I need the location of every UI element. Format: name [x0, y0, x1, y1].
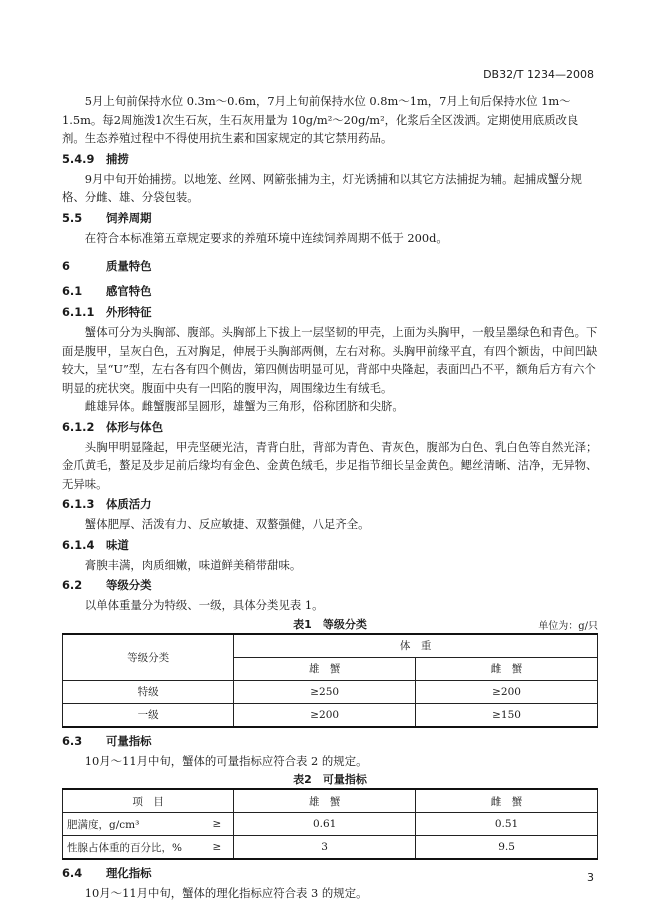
heading-6-1-2: 6.1.2 体形与体色: [62, 419, 163, 434]
table1-cell-male: ≥200: [234, 703, 416, 727]
table-row: [63, 813, 598, 836]
document-body: [62, 92, 598, 903]
table2-cell-item: 肥满度，g/cm³: [63, 813, 201, 836]
table-row: [63, 703, 598, 727]
paragraph-grade: 以单体重量分为特级、一级，具体分类见表 1。: [84, 598, 324, 612]
paragraph-taste: 膏腴丰满，肉质细嫩，味道鲜美稍带甜味。: [84, 557, 302, 572]
heading-5-5: 5.5 饲养周期: [62, 210, 152, 225]
table-measurable-indicators: [62, 788, 598, 860]
table2-header-male: 雄 蟹: [234, 789, 416, 813]
paragraph-harvest: 9月中旬开始捕捞。以地笼、丝网、网簖张捕为主，灯光诱捕和以其它方法捕捉为辅。起捕成蟹分规格、分雌、雄、分袋包装。: [62, 171, 582, 204]
paragraph-cycle: 在符合本标准第五章规定要求的养殖环境中连续饲养周期不低于 200d。: [84, 230, 448, 245]
table1-caption-row: [62, 615, 598, 633]
table1-header-male: 雄 蟹: [234, 657, 416, 680]
table2-caption-row: [62, 770, 598, 788]
table2-header-item: 项 目: [63, 789, 234, 813]
heading-6-4: 6.4 理化指标: [62, 866, 152, 880]
table2-cell-op: ≥: [201, 813, 234, 836]
table1-caption: 表1 等级分类: [293, 617, 367, 631]
table2-cell-female: 0.51: [416, 813, 598, 836]
table2-header-female: 雌 蟹: [416, 789, 598, 813]
table1-cell-female: ≥200: [416, 680, 598, 703]
heading-6-1-1: 6.1.1 外形特征: [62, 305, 152, 319]
paragraph-measurable: 10月～11月中旬，蟹体的可量指标应符合表 2 的规定。: [84, 753, 368, 768]
table1-header-weight: 体 重: [234, 634, 598, 658]
table2-caption: 表2 可量指标: [293, 773, 367, 786]
table2-cell-female: 9.5: [416, 836, 598, 860]
table1-cell-grade: 特级: [63, 680, 234, 703]
heading-6-1: 6.1 感官特色: [62, 284, 152, 298]
table2-cell-item: 性腺占体重的百分比，%: [63, 836, 201, 860]
table2-cell-male: 3: [234, 836, 416, 860]
paragraph-vitality: 蟹体肥厚、活泼有力、反应敏捷、双螯强健，八足齐全。: [84, 517, 370, 531]
table-grade-classification: [62, 633, 598, 728]
table1-header-category: 等级分类: [63, 634, 234, 681]
table1-cell-grade: 一级: [63, 703, 234, 727]
heading-5-4-9: 5.4.9 捕捞: [62, 151, 129, 166]
table1-unit: 单位为：g/只: [538, 620, 598, 632]
table2-cell-op: ≥: [201, 836, 234, 860]
table1-cell-female: ≥150: [416, 703, 598, 727]
table1-cell-male: ≥250: [234, 680, 416, 703]
heading-6: 6 质量特色: [62, 259, 152, 273]
paragraph-body-color: 头胸甲明显隆起，甲壳坚硬光洁，青背白肚，背部为青色、青灰色，腹部为白色、乳白色等自然光泽；金爪黄毛，螯足及步足前后缘均有金色、金黄色绒毛，步足指节细长呈金黄色。鳃丝清晰、洁净，无异物、无异味。: [62, 439, 598, 491]
page-number: 3: [587, 871, 594, 884]
paragraph-water-level: 5月上旬前保持水位 0.3m～0.6m，7月上旬前保持水位 0.8m～1m，7月上旬后保持水位 1m～1.5m。每2周施泼1次生石灰，生石灰用量为 10g/m²～20g/m²，化浆后全区泼洒。定期使用底质改良剂。生态养殖过程中不得使用抗生素和国家规定的其它禁用药品。: [62, 94, 579, 145]
paragraph-shape: 蟹体可分为头胸部、腹部。头胸部上下拔上一层坚韧的甲壳，上面为头胸甲，一般呈墨绿色和青色。下面是腹甲，呈灰白色，五对胸足，伸展于头胸部两侧，左右对称。头胸甲前缘平直，有四个额齿，中间凹缺较大，呈“U”型，左右各有四个侧齿，第四侧齿明显可见，背部中央隆起，表面凹凸不平，额角后方有六个明显的疣状突。腹面中央有一凹陷的腹甲沟，周围缘边生有绒毛。: [62, 325, 598, 395]
standard-code: DB32/T 1234—2008: [483, 68, 594, 81]
heading-6-1-3: 6.1.3 体质活力: [62, 497, 152, 511]
table2-cell-male: 0.61: [234, 813, 416, 836]
table-row: [63, 680, 598, 703]
heading-6-3: 6.3 可量指标: [62, 733, 152, 748]
table1-header-female: 雌 蟹: [416, 657, 598, 680]
table-row: [63, 836, 598, 860]
heading-6-1-4: 6.1.4 味道: [62, 537, 129, 552]
heading-6-2: 6.2 等级分类: [62, 578, 152, 592]
paragraph-sex: 雌雄异体。雌蟹腹部呈圆形，雄蟹为三角形，俗称团脐和尖脐。: [84, 399, 404, 413]
paragraph-physicochemical: 10月～11月中旬，蟹体的理化指标应符合表 3 的规定。: [84, 886, 368, 900]
